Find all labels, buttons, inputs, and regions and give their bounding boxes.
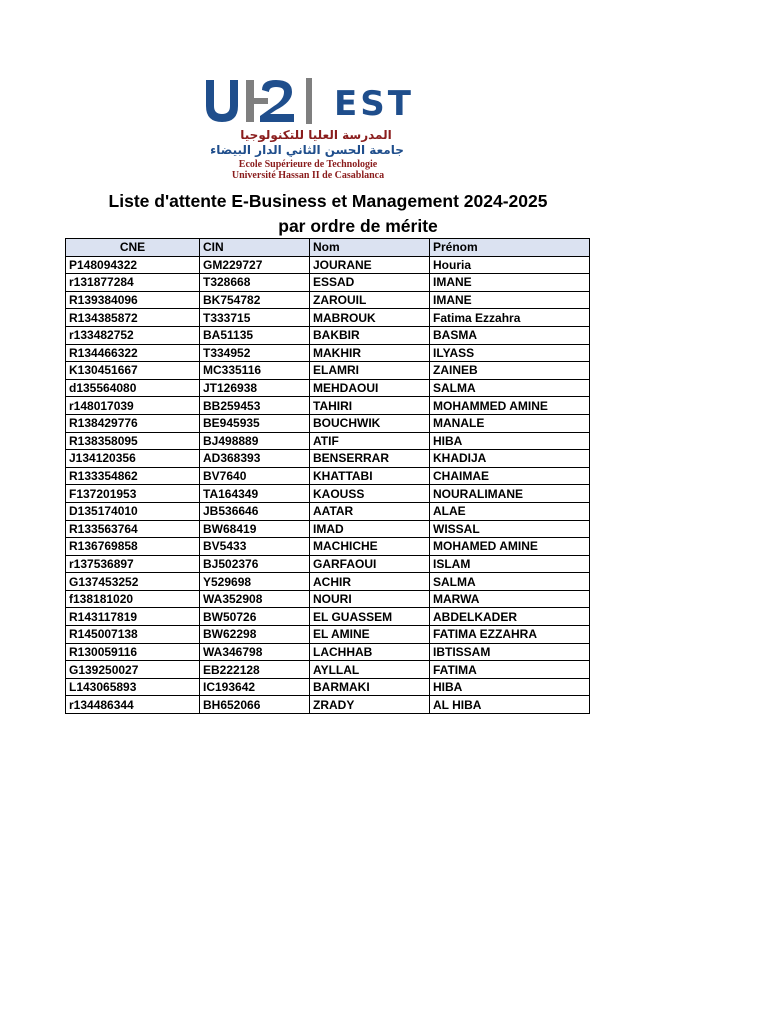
cell-cne: G139250027: [66, 661, 200, 679]
cell-nom: KAOUSS: [310, 485, 430, 503]
cell-nom: EL AMINE: [310, 626, 430, 644]
cell-nom: MEHDAOUI: [310, 379, 430, 397]
cell-prenom: ISLAM: [430, 555, 590, 573]
cell-nom: MABROUK: [310, 309, 430, 327]
table-body: [66, 256, 590, 713]
cell-cin: BW68419: [200, 520, 310, 538]
document-title: Liste d'attente E-Business et Management 2024-2025: [108, 191, 548, 211]
cell-prenom: ZAINEB: [430, 362, 590, 380]
cell-prenom: FATIMA EZZAHRA: [430, 626, 590, 644]
cell-prenom: MANALE: [430, 414, 590, 432]
table-row: [66, 256, 590, 274]
cell-prenom: Fatima Ezzahra: [430, 309, 590, 327]
logo-arabic-university-name: جامعة الحسن الثاني الدار البيضاء: [210, 143, 404, 157]
cell-cne: R130059116: [66, 643, 200, 661]
cell-cne: R145007138: [66, 626, 200, 644]
document-subtitle: par ordre de mérite: [278, 216, 438, 236]
column-header-cin: CIN: [200, 239, 310, 257]
cell-prenom: MARWA: [430, 590, 590, 608]
cell-cin: EB222128: [200, 661, 310, 679]
cell-nom: AYLLAL: [310, 661, 430, 679]
table-row: [66, 467, 590, 485]
cell-cin: JT126938: [200, 379, 310, 397]
table-row: [66, 502, 590, 520]
cell-prenom: SALMA: [430, 573, 590, 591]
table-row: [66, 573, 590, 591]
cell-cin: WA352908: [200, 590, 310, 608]
cell-prenom: HIBA: [430, 678, 590, 696]
cell-cin: BW62298: [200, 626, 310, 644]
cell-cne: f138181020: [66, 590, 200, 608]
cell-prenom: Houria: [430, 256, 590, 274]
cell-prenom: IBTISSAM: [430, 643, 590, 661]
cell-nom: AATAR: [310, 502, 430, 520]
cell-nom: GARFAOUI: [310, 555, 430, 573]
cell-cne: R133354862: [66, 467, 200, 485]
cell-nom: JOURANE: [310, 256, 430, 274]
table-row: [66, 432, 590, 450]
cell-prenom: BASMA: [430, 326, 590, 344]
cell-nom: BOUCHWIK: [310, 414, 430, 432]
cell-nom: ZRADY: [310, 696, 430, 714]
cell-cin: MC335116: [200, 362, 310, 380]
table-row: [66, 661, 590, 679]
cell-cne: R134466322: [66, 344, 200, 362]
cell-nom: ELAMRI: [310, 362, 430, 380]
institution-logo: [196, 72, 420, 184]
table-row: [66, 397, 590, 415]
table-row: [66, 450, 590, 468]
cell-nom: BAKBIR: [310, 326, 430, 344]
cell-cin: TA164349: [200, 485, 310, 503]
table-row: [66, 326, 590, 344]
table-row: [66, 696, 590, 714]
column-header-prenom: Prénom: [430, 239, 590, 257]
cell-cin: BE945935: [200, 414, 310, 432]
column-header-nom: Nom: [310, 239, 430, 257]
cell-cne: R143117819: [66, 608, 200, 626]
cell-cin: Y529698: [200, 573, 310, 591]
cell-nom: IMAD: [310, 520, 430, 538]
cell-cin: BK754782: [200, 291, 310, 309]
cell-cin: BH652066: [200, 696, 310, 714]
cell-cne: J134120356: [66, 450, 200, 468]
cell-cin: GM229727: [200, 256, 310, 274]
cell-cne: L143065893: [66, 678, 200, 696]
cell-nom: NOURI: [310, 590, 430, 608]
table-row: [66, 538, 590, 556]
cell-cin: BW50726: [200, 608, 310, 626]
table-row: [66, 379, 590, 397]
waiting-list-table: [65, 238, 590, 714]
cell-cin: T328668: [200, 274, 310, 292]
cell-cin: BA51135: [200, 326, 310, 344]
cell-cne: r131877284: [66, 274, 200, 292]
table-header-row: [66, 239, 590, 257]
cell-prenom: NOURALIMANE: [430, 485, 590, 503]
cell-cin: BB259453: [200, 397, 310, 415]
cell-cne: K130451667: [66, 362, 200, 380]
cell-prenom: KHADIJA: [430, 450, 590, 468]
cell-cne: R133563764: [66, 520, 200, 538]
table-row: [66, 555, 590, 573]
cell-cne: r134486344: [66, 696, 200, 714]
cell-prenom: FATIMA: [430, 661, 590, 679]
cell-cne: P148094322: [66, 256, 200, 274]
cell-nom: KHATTABI: [310, 467, 430, 485]
table-row: [66, 485, 590, 503]
logo-arabic-school-name: المدرسة العليا للتكنولوجيا: [240, 128, 392, 142]
cell-cin: AD368393: [200, 450, 310, 468]
cell-cin: WA346798: [200, 643, 310, 661]
table-row: [66, 274, 590, 292]
table-row: [66, 291, 590, 309]
cell-cin: BJ502376: [200, 555, 310, 573]
table-row: [66, 362, 590, 380]
cell-cne: R139384096: [66, 291, 200, 309]
logo-brand-text: EST: [334, 84, 414, 124]
cell-nom: ATIF: [310, 432, 430, 450]
cell-cin: IC193642: [200, 678, 310, 696]
cell-prenom: MOHAMED AMINE: [430, 538, 590, 556]
cell-cne: R138429776: [66, 414, 200, 432]
cell-prenom: WISSAL: [430, 520, 590, 538]
cell-nom: MACHICHE: [310, 538, 430, 556]
table-row: [66, 520, 590, 538]
cell-nom: EL GUASSEM: [310, 608, 430, 626]
table-row: [66, 414, 590, 432]
cell-prenom: AL HIBA: [430, 696, 590, 714]
table-row: [66, 608, 590, 626]
logo-french-school-name: Ecole Supérieure de Technologie: [238, 159, 378, 170]
cell-cin: BJ498889: [200, 432, 310, 450]
cell-cin: T334952: [200, 344, 310, 362]
cell-prenom: ABDELKADER: [430, 608, 590, 626]
cell-cne: R138358095: [66, 432, 200, 450]
cell-cne: d135564080: [66, 379, 200, 397]
column-header-cne: CNE: [66, 239, 200, 257]
table-row: [66, 626, 590, 644]
cell-prenom: IMANE: [430, 291, 590, 309]
uh2c-logo-icon: [202, 76, 320, 126]
cell-nom: ACHIR: [310, 573, 430, 591]
cell-nom: BARMAKI: [310, 678, 430, 696]
cell-prenom: MOHAMMED AMINE: [430, 397, 590, 415]
table-row: [66, 643, 590, 661]
cell-prenom: ILYASS: [430, 344, 590, 362]
cell-cin: BV7640: [200, 467, 310, 485]
logo-french-university-name: Université Hassan II de Casablanca: [231, 170, 385, 181]
cell-prenom: HIBA: [430, 432, 590, 450]
cell-cne: G137453252: [66, 573, 200, 591]
cell-cne: r133482752: [66, 326, 200, 344]
table-row: [66, 309, 590, 327]
cell-nom: LACHHAB: [310, 643, 430, 661]
table-row: [66, 678, 590, 696]
cell-cne: r148017039: [66, 397, 200, 415]
cell-prenom: IMANE: [430, 274, 590, 292]
cell-nom: TAHIRI: [310, 397, 430, 415]
cell-cin: JB536646: [200, 502, 310, 520]
cell-cne: D135174010: [66, 502, 200, 520]
cell-prenom: ALAE: [430, 502, 590, 520]
cell-cin: T333715: [200, 309, 310, 327]
cell-nom: BENSERRAR: [310, 450, 430, 468]
cell-nom: ZAROUIL: [310, 291, 430, 309]
cell-cne: R136769858: [66, 538, 200, 556]
table-row: [66, 590, 590, 608]
cell-prenom: CHAIMAE: [430, 467, 590, 485]
cell-prenom: SALMA: [430, 379, 590, 397]
cell-nom: MAKHIR: [310, 344, 430, 362]
cell-cne: R134385872: [66, 309, 200, 327]
cell-cin: BV5433: [200, 538, 310, 556]
cell-cne: r137536897: [66, 555, 200, 573]
table-row: [66, 344, 590, 362]
cell-cne: F137201953: [66, 485, 200, 503]
cell-nom: ESSAD: [310, 274, 430, 292]
